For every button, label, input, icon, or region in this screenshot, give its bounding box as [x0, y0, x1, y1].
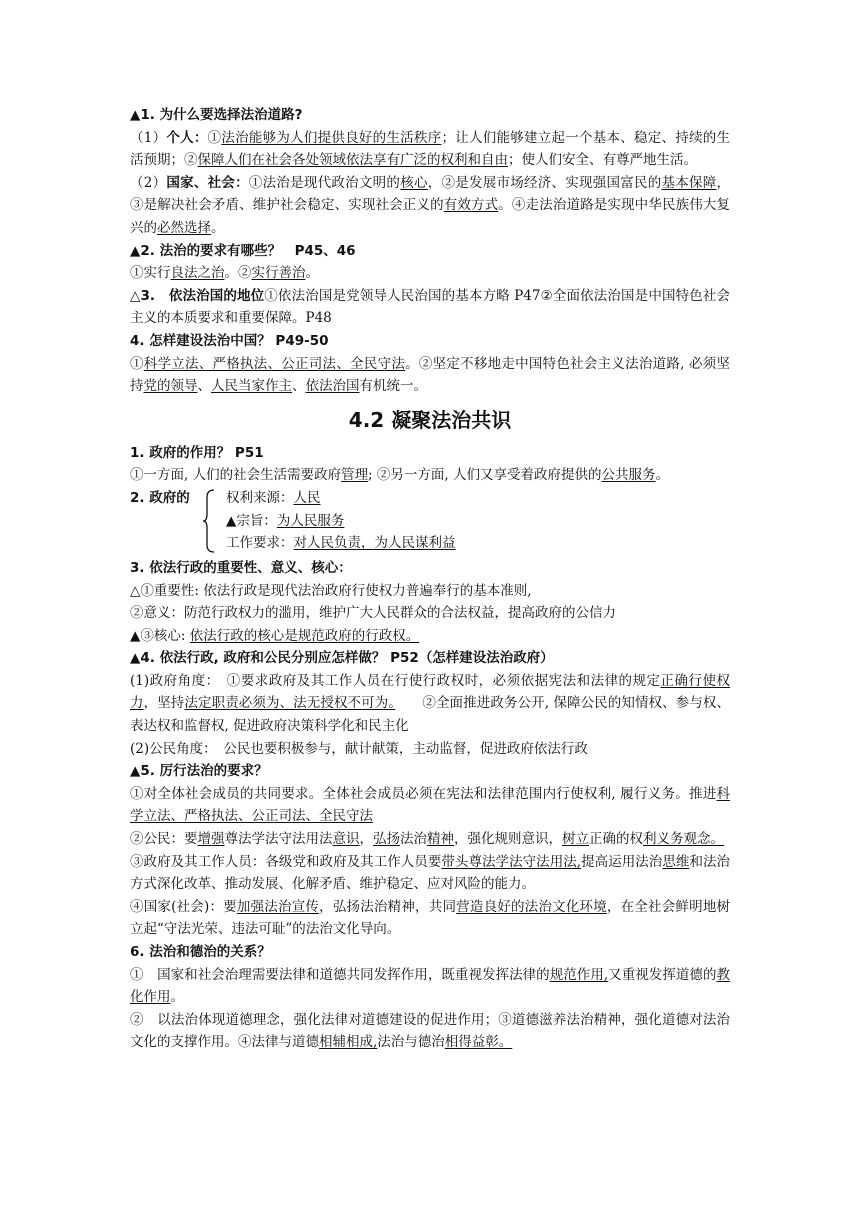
text-run: ，在全社会鲜明地树立起“守法光荣、违法可耻”的法治文化导向。: [130, 898, 731, 938]
text-run: 工作要求：: [226, 535, 294, 552]
text-run: ；让人们能够建立起一个基本、稳定、持续的生活预期；②: [130, 129, 731, 169]
text-run: 。: [211, 219, 225, 236]
underlined-text: 营造良好的法治文化环境: [456, 898, 607, 915]
underlined-text: 利义务观念。: [643, 831, 724, 848]
underlined-text: 加强法治宣传: [236, 898, 320, 915]
underlined-text: 人民当家作主: [211, 378, 292, 395]
text-run: ；使人们安全、有尊严地生活。: [508, 152, 697, 169]
law-morality-heading: 6. 法治和德治的关系？: [130, 944, 271, 960]
underlined-text: 必然选择: [157, 219, 211, 236]
text-run: ，③是解决社会矛盾、维护社会稳定、实现社会正义的: [130, 174, 731, 214]
law-morality-2: [130, 1009, 730, 1054]
underlined-text: 科学立法、严格执法、公正司法、全民守法: [143, 355, 406, 372]
rule-of-law-heading: ▲5. 厉行法治的要求？: [130, 763, 268, 780]
text-run: ④国家(社会)：要: [130, 898, 237, 915]
text-run: 权利来源：: [226, 489, 294, 506]
gov-role-heading: 1. 政府的作用？ P51: [130, 444, 264, 461]
section-1-personal: [130, 127, 730, 172]
text-run: ; ②另一方面, 人们又享受着政府提供的: [368, 467, 602, 484]
law-morality-1: [130, 964, 730, 1009]
text-run: ①: [207, 129, 222, 146]
text-run: 。: [655, 467, 670, 484]
admin-law-heading: 3. 依法行政的重要性、意义、核心：: [130, 559, 352, 576]
text-run: 。: [305, 265, 319, 282]
citizen-perspective: [130, 738, 730, 761]
underlined-text: 精神: [427, 831, 454, 848]
admin-law-meaning: [130, 602, 730, 625]
text-run: (2)公民角度： 公民也要积极参与，献计献策，主动监督，促进政府依法行政: [130, 740, 588, 757]
section-3-body: [130, 285, 730, 330]
underlined-text: 相得益彰。: [444, 1034, 513, 1051]
text-run: ② 以法治体现道德理念，强化法律对道德建设的促进作用；③道德滋养法治精神，强化道德对法治文化的支撑作用。④法律与道德: [130, 1011, 730, 1051]
left-brace-icon: [202, 489, 216, 553]
text-run: ①实行: [130, 265, 171, 282]
text-run: 法治: [400, 831, 427, 848]
underlined-text: 实行善治: [251, 265, 306, 282]
rule-of-law-gov: [130, 851, 730, 896]
underlined-text: 增强: [197, 831, 225, 848]
rule-of-law-state: [130, 896, 730, 941]
bold-text: △3. 依法治国的地位: [130, 287, 265, 304]
underlined-text: 依法行政的核心是规范政府的行政权。: [189, 627, 420, 644]
text-run: ①一方面, 人们的社会生活需要政府: [130, 467, 342, 484]
underlined-text: 意识: [332, 831, 360, 848]
section-1-heading: ▲1. 为什么要选择法治道路?: [130, 107, 303, 123]
text-run: ②意义：防范行政权力的滥用，维护广大人民群众的合法权益，提高政府的公信力: [130, 605, 616, 622]
text-run: ②全面推进政务公开, 保障公民的知情权、参与权、表达权和监督权, 促进政府决策科学化和民主化: [130, 695, 731, 735]
underlined-text: 公共服务: [601, 467, 656, 484]
underlined-text: 保障人们在社会各处领域依法享有广泛的权利和自由: [197, 152, 508, 169]
admin-law-core: [130, 625, 730, 648]
chapter-title: 4.2 凝聚法治共识: [348, 407, 512, 432]
text-run: (1)政府角度： ①要求政府及其工作人员在行使行政权时，必须依据宪法和法律的规定: [130, 672, 661, 689]
text-run: ③政府及其工作人员：各级党和政府及其工作人员要: [130, 853, 442, 870]
text-run: ① 国家和社会治理需要法律和道德共同发挥作用，既重视发挥法律的: [130, 966, 550, 983]
gov-item-requirement: [226, 532, 456, 555]
rule-of-law-all: [130, 783, 730, 828]
text-run: ①法治是现代政治文明的: [248, 174, 401, 191]
gov-citizen-heading: ▲4. 依法行政, 政府和公民分别应怎样做？ P52（怎样建设法治政府）: [130, 650, 554, 667]
text-run: 尊法学法守法用法: [224, 831, 333, 848]
underlined-text: 有效方式: [443, 197, 499, 214]
text-run: （2）: [130, 174, 167, 191]
admin-law-importance: [130, 580, 730, 603]
text-run: ，②是发展市场经济、实现强国富民的: [427, 174, 662, 191]
text-run: 。④走法治道路是实现中华民族伟大复兴的: [130, 197, 731, 236]
gov-item-purpose: [226, 510, 456, 533]
underlined-text: 科学立法、严格执法、公正司法、全民守法: [130, 785, 730, 825]
underlined-text: 党的领导: [143, 378, 198, 395]
text-run: 正确的权: [589, 831, 643, 848]
gov-role-body: [130, 464, 730, 487]
underlined-text: 相辅相成,: [319, 1034, 378, 1051]
document-page: [130, 104, 730, 1054]
rule-of-law-citizen: [130, 828, 730, 851]
underlined-text: 规范作用,: [549, 966, 609, 983]
text-run: △①重要性: 依法行政是现代法治政府行使权力普遍奉行的基本准则,: [130, 582, 532, 599]
underlined-text: 管理: [341, 467, 369, 484]
text-run: 又重视发挥道德的: [608, 966, 717, 983]
underlined-text: 法定职责必须为、法无授权不可为。: [184, 695, 396, 712]
text-run: 、: [197, 378, 211, 395]
underlined-text: 带头尊法学法守法用法,: [441, 853, 582, 870]
underlined-text: 法治能够为人们提供良好的生活秩序: [221, 129, 442, 146]
underlined-text: 正确行使权力: [130, 672, 731, 712]
text-run: 。②: [224, 265, 252, 282]
underlined-text: 弘扬: [373, 831, 400, 848]
underlined-text: 良法之治: [170, 265, 225, 282]
underlined-text: 教化作用: [130, 966, 731, 1006]
underlined-text: 人民: [293, 489, 321, 506]
section-2-body: [130, 262, 730, 285]
underlined-text: 为人民服务: [276, 512, 345, 529]
text-run: （1）: [130, 129, 167, 146]
text-run: ，强化规则意识，: [454, 831, 562, 848]
gov-item-source: [226, 487, 456, 510]
underlined-text: 树立: [562, 831, 589, 848]
text-run: ①: [130, 355, 144, 372]
text-run: 提高运用法治: [581, 853, 663, 870]
text-run: 。: [170, 989, 184, 1006]
text-run: ①依法治国是党领导人民治国的基本方略 P47②全面依法治国是中国特色社会主义的本质要求和重要保障。P48: [130, 287, 731, 327]
text-run: ▲宗旨：: [226, 512, 277, 529]
section-4-heading: 4. 怎样建设法治中国？ P49-50: [130, 332, 329, 349]
underlined-text: 依法治国: [305, 378, 360, 395]
text-run: ②公民：要: [130, 831, 198, 848]
text-run: 、: [292, 378, 306, 395]
text-run: 法治与德治: [377, 1034, 445, 1051]
gov-perspective: [130, 670, 730, 738]
bold-text: 国家、社会：: [166, 174, 249, 191]
text-run: ，: [359, 831, 373, 848]
text-run: ，坚持: [143, 695, 185, 712]
underlined-text: 思维: [662, 853, 690, 870]
text-run: 和法治方式深化改革、推动发展、化解矛盾、维护稳定、应对风险的能力。: [130, 853, 731, 893]
underlined-text: 核心: [400, 174, 428, 191]
gov-brace-label: 2. 政府的: [130, 489, 190, 506]
text-run: 。②坚定不移地走中国特色社会主义法治道路, 必须坚持: [130, 355, 731, 395]
underlined-text: 对人民负责，为人民谋利益: [293, 535, 456, 552]
bold-text: 个人：: [166, 129, 208, 146]
text-run: ，弘扬法治精神，共同: [319, 898, 457, 915]
text-run: ▲③核心:: [130, 627, 190, 644]
section-2-heading: ▲2. 法治的要求有哪些？ P45、46: [130, 242, 356, 259]
text-run: ①对全体社会成员的共同要求。全体社会成员必须在宪法和法律范围内行使权利, 履行义务。推进: [130, 785, 717, 802]
gov-brace-list: [130, 487, 730, 557]
section-4-body: [130, 353, 730, 398]
gov-brace-items: [226, 487, 456, 555]
section-1-society: [130, 172, 730, 240]
text-run: 有机统一。: [359, 378, 427, 395]
underlined-text: 基本保障: [661, 174, 717, 191]
